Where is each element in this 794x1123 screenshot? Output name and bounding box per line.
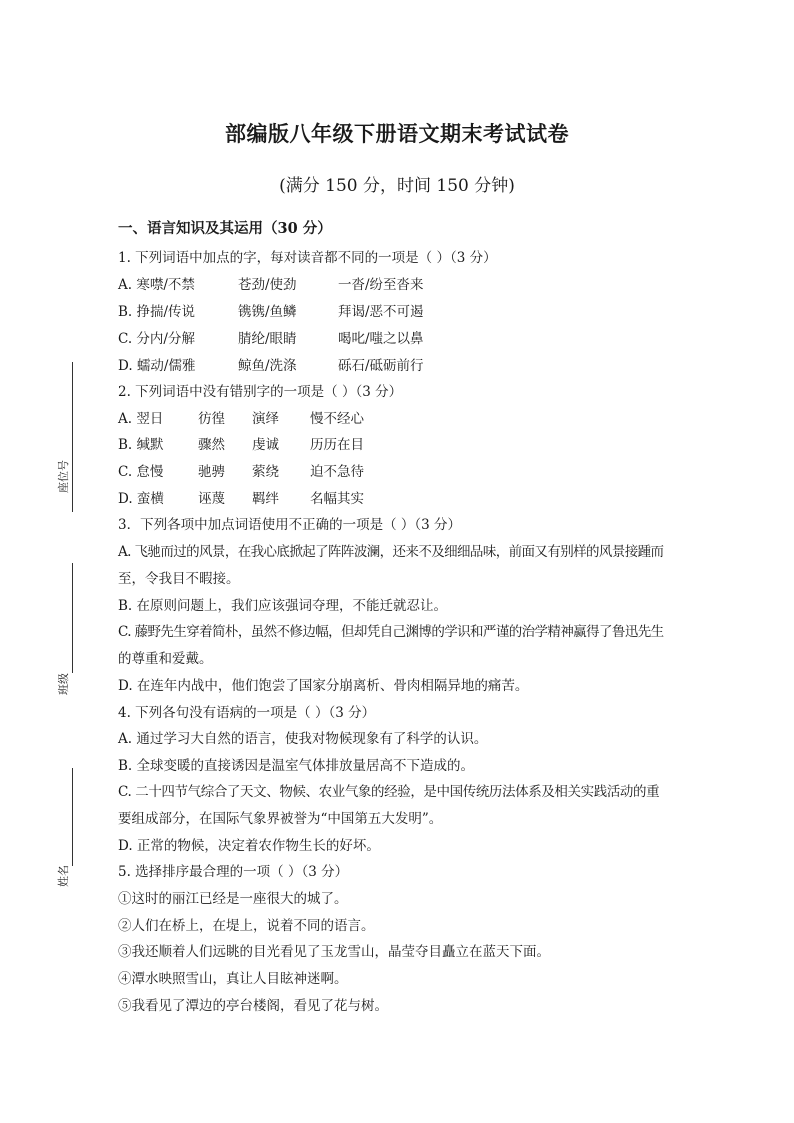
question-2-stem: 2. 下列词语中没有错别字的一项是（ ）（3 分） (118, 384, 403, 400)
option-text: A. 翌日 (118, 411, 164, 427)
option-text: A. 寒噤/不禁 (118, 277, 195, 293)
question-1-option-d (118, 356, 424, 376)
margin-label-name: 姓名 (57, 865, 70, 887)
option-text: 诬蔑 (198, 491, 225, 507)
option-text: 慢不经心 (310, 411, 364, 427)
question-3-stem: 3．下列各项中加点词语使用不正确的一项是（ ）（3 分） (118, 517, 462, 533)
option-text: 骤然 (198, 437, 225, 453)
option-text: 腈纶/眼睛 (238, 331, 297, 347)
page-title: 部编版八年级下册语文期末考试试卷 (225, 122, 569, 146)
question-5-sentence-5: ⑤我看见了潭边的亭台楼阁，看见了花与树。 (118, 998, 388, 1014)
question-3-option-a-cont: 至，令我目不暇接。 (118, 571, 240, 587)
question-2-option-d (118, 489, 364, 509)
question-4-option-a: A. 通过学习大自然的语言，使我对物候现象有了科学的认识。 (118, 731, 488, 747)
question-1-option-b (118, 302, 424, 322)
option-text: 羁绊 (252, 491, 279, 507)
option-text: 历历在目 (310, 437, 364, 453)
question-1-stem: 1. 下列词语中加点的字，每对读音都不同的一项是（ ）（3 分） (118, 250, 497, 266)
margin-line-class (72, 563, 73, 673)
option-text: 萦绕 (252, 464, 279, 480)
question-3-option-a: A. 飞驰而过的风景，在我心底掀起了阵阵波澜，还来不及细细品味，前面又有别样的风景接踵而 (118, 544, 664, 560)
margin-line-seat (72, 362, 73, 512)
question-5-sentence-3: ③我还顺着人们远眺的目光看见了玉龙雪山，晶莹夺目矗立在蓝天下面。 (118, 944, 550, 960)
question-4-option-c: C. 二十四节气综合了天文、物候、农业气象的经验，是中国传统历法体系及相关实践活动的重 (118, 784, 660, 800)
question-5-sentence-4: ④潭水映照雪山，真让人目眩神迷啊。 (118, 971, 348, 987)
option-text: 彷徨 (198, 411, 225, 427)
option-text: B. 缄默 (118, 437, 164, 453)
option-text: 喝叱/嗤之以鼻 (338, 331, 424, 347)
option-text: 名幅其实 (310, 491, 364, 507)
question-2-option-b (118, 435, 364, 455)
option-text: 砾石/砥砺前行 (338, 358, 424, 374)
question-4-stem: 4. 下列各句没有语病的一项是（ ）（3 分） (118, 705, 376, 721)
option-text: 镌镌/鱼鳞 (238, 304, 297, 320)
question-4-option-b: B. 全球变暖的直接诱因是温室气体排放量居高不下造成的。 (118, 758, 475, 774)
question-5-sentence-1: ①这时的丽江已经是一座很大的城了。 (118, 891, 348, 907)
question-2-option-c (118, 462, 364, 482)
question-4-option-d: D. 正常的物候，决定着农作物生长的好坏。 (118, 838, 380, 854)
option-text: D. 蠕动/儒雅 (118, 358, 196, 374)
question-1-option-c (118, 329, 424, 349)
page-subtitle: (满分 150 分，时间 150 分钟) (279, 176, 515, 196)
option-text: 拜谒/恶不可遏 (338, 304, 424, 320)
question-1-option-a (118, 275, 424, 295)
option-text: B. 挣揣/传说 (118, 304, 196, 320)
margin-label-class: 班级 (57, 673, 70, 695)
section-heading: 一、语言知识及其运用（30 分） (118, 220, 332, 237)
question-5-sentence-2: ②人们在桥上，在堤上，说着不同的语言。 (118, 918, 375, 934)
margin-label-seat: 座位号 (57, 460, 70, 493)
question-3-option-c-cont: 的尊重和爱戴。 (118, 651, 213, 667)
option-text: 演绎 (252, 411, 279, 427)
question-3-option-d: D. 在连年内战中，他们饱尝了国家分崩离析、骨肉相隔异地的痛苦。 (118, 678, 529, 694)
margin-line-name (72, 768, 73, 866)
question-3-option-b: B. 在原则问题上，我们应该强词夺理，不能迁就忍让。 (118, 598, 448, 614)
question-3-option-c: C. 藤野先生穿着简朴，虽然不修边幅，但却凭自己渊博的学识和严谨的治学精神赢得了鲁迅先生 (118, 624, 664, 640)
option-text: 虔诚 (252, 437, 279, 453)
question-5-stem: 5. 选择排序最合理的一项（ ）（3 分） (118, 864, 349, 880)
option-text: 苍劲/使劲 (238, 277, 297, 293)
option-text: C. 怠慢 (118, 464, 164, 480)
option-text: 驰骋 (198, 464, 225, 480)
option-text: 鲸鱼/洗涤 (238, 358, 297, 374)
question-2-option-a (118, 409, 364, 429)
option-text: C. 分内/分解 (118, 331, 195, 347)
option-text: 迫不急待 (310, 464, 364, 480)
option-text: D. 蛮横 (118, 491, 164, 507)
option-text: 一沓/纷至沓来 (338, 277, 424, 293)
question-4-option-c-cont: 要组成部分，在国际气象界被誉为“中国第五大发明”。 (118, 811, 443, 827)
